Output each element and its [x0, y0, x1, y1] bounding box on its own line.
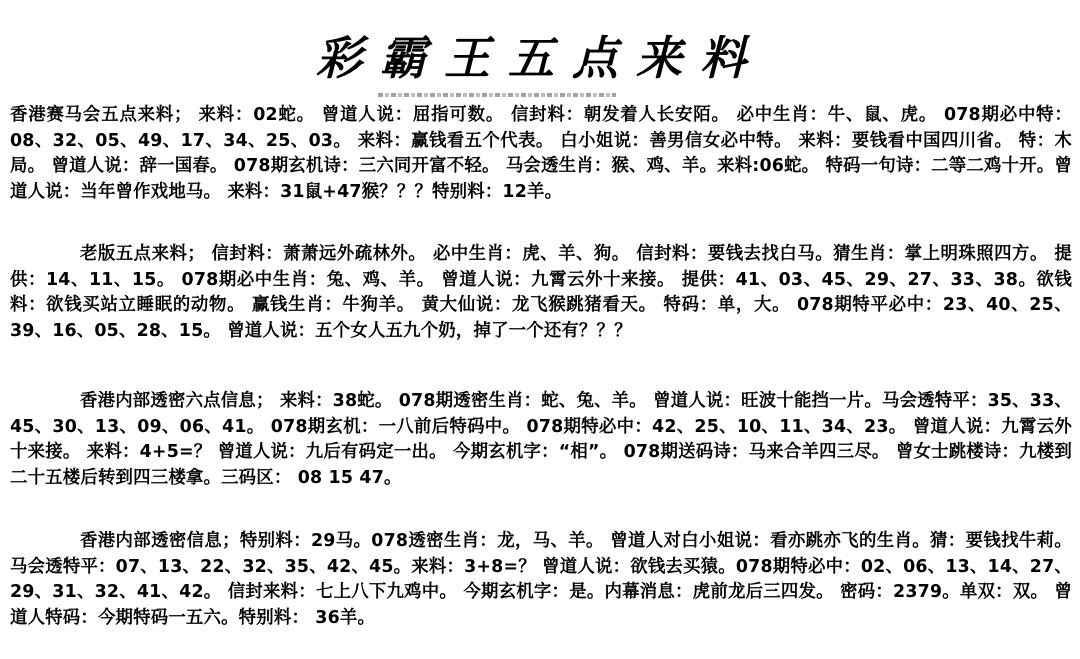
- title-underline-decoration: [378, 93, 616, 97]
- page-title: 彩霸王五点来料: [316, 31, 764, 85]
- section-hk-internal-six-points: 香港内部透密六点信息； 来料：38蛇。 078期透密生肖：蛇、兔、羊。 曾道人说：旺波十能挡一片。马会透特平：35、33、45、30、13、09、06、41。 078期玄机：一八前后特码中。 078期特必中：42、25、10、11、34、23。 曾道人说：九霄云外十来接。 来料：4+5=？ 曾道人说：九后有码定一出。 今期玄机字：“相”。 078期送码诗：马来合羊四三尽。 曾女士跳楼诗：九楼到二十五楼后转到四三楼拿。三码区： 08 15 47。: [10, 391, 1072, 488]
- section-hk-internal-info: 香港内部透密信息；特别料：29马。078透密生肖：龙，马、羊。 曾道人对白小姐说：看亦跳亦飞的生肖。猜：要钱找牛莉。马会透特平：07、13、22、32、35、42、45。来料：3+8=？ 曾道人说：欲钱去买猿。078期特必中：02、06、13、14、27、29、31、32、41、42。 信封来料：七上八下九鸡中。 今期玄机字：是。内幕消息：虎前龙后三四发。 密码：2379。单双：双。 曾道人特码：今期特码一五六。特别料： 36羊。: [10, 531, 1072, 628]
- section-hk-jockey-club-five-points: 香港赛马会五点来料； 来料：02蛇。 曾道人说：屈指可数。 信封料：朝发着人长安陌。 必中生肖：牛、鼠、虎。 078期必中特：08、32、05、49、17、34、25、03。 来料：赢钱看五个代表。 白小姐说：善男信女必中特。 来料：要钱看中国四川省。 特：木局。 曾道人说：辞一国春。 078期玄机诗：三六同开富不轻。 马会透生肖：猴、鸡、羊。来料:06蛇。 特码一句诗：二等二鸡十开。曾道人说：当年曾作戏地马。 来料：31鼠+47猴？？？特别料：12羊。: [10, 105, 1072, 202]
- section-old-version-five-points: 老版五点来料； 信封料：萧萧远外疏林外。 必中生肖：虎、羊、狗。 信封料：要钱去找白马。猜生肖：掌上明珠照四方。 提供：14、11、15。 078期必中生肖：兔、鸡、羊。 曾道人说：九霄云外十来接。 提供：41、03、45、29、27、33、38。欲钱料：欲钱买站立睡眠的动物。 赢钱生肖：牛狗羊。 黄大仙说：龙飞猴跳猪看天。 特码：单，大。 078期特平必中：23、40、25、39、16、05、28、15。 曾道人说：五个女人五九个奶，掉了一个还有？？？: [10, 244, 1072, 341]
